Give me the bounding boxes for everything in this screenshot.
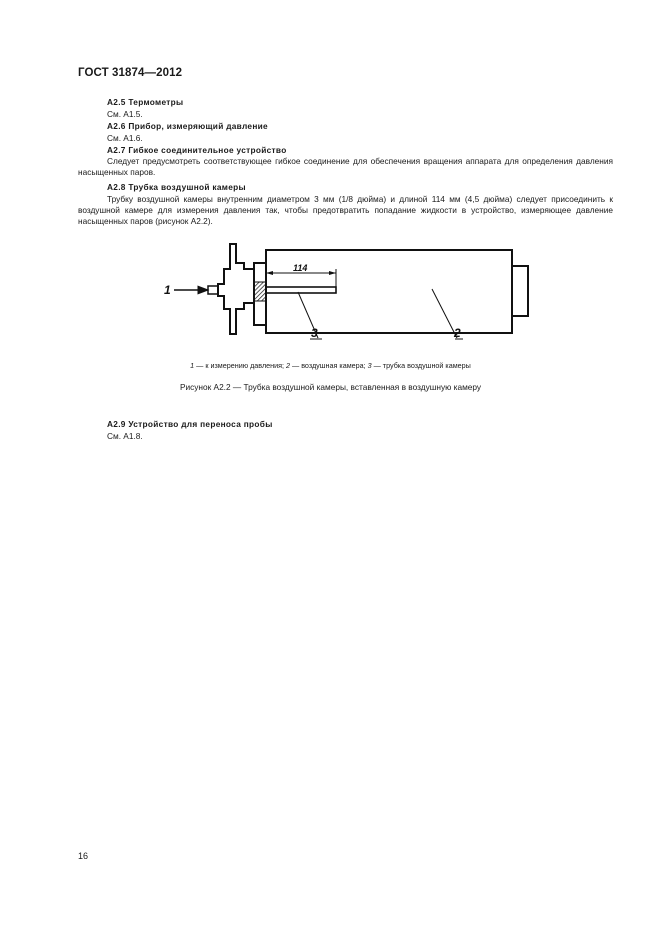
connector-fitting <box>218 244 254 334</box>
label-3: 3 <box>311 326 318 340</box>
section-a29-text: См. А1.8. <box>107 431 143 441</box>
legend-num-3: 3 <box>367 361 372 370</box>
section-a25-heading: А2.5 Термометры <box>107 97 184 107</box>
legend-num-1: 1 <box>190 361 195 370</box>
label-2: 2 <box>454 326 461 340</box>
section-a26-heading: А2.6 Прибор, измеряющий давление <box>107 121 268 131</box>
section-a28-heading: А2.8 Трубка воздушной камеры <box>107 182 246 192</box>
page-number: 16 <box>78 851 89 861</box>
air-chamber-diagram <box>150 238 535 356</box>
air-chamber-tube <box>266 287 336 293</box>
outlet-nozzle <box>208 286 218 294</box>
section-a27-heading: А2.7 Гибкое соединительное устройство <box>107 145 287 155</box>
label-1: 1 <box>164 283 171 297</box>
figure-caption: Рисунок А2.2 — Трубка воздушной камеры, вставленная в воздушную камеру <box>179 382 482 392</box>
document-header: ГОСТ 31874—2012 <box>78 67 183 79</box>
figure-legend <box>0 361 661 370</box>
legend-text-3: — трубка воздушной камеры <box>371 361 471 370</box>
section-a26-text: См. А1.6. <box>107 133 143 143</box>
end-cap <box>512 266 528 316</box>
section-a28-text: Трубку воздушной камеры внутренним диаметром 3 мм (1/8 дюйма) и длиной 114 мм (4,5 дюйма) следует присоединить к воздушной камере для измерения давления так, чтобы предотвратить попадание жидкости в устройство, измеряющее давление насыщенных паров (рисунок А2.2). <box>78 194 613 227</box>
section-a27-text: Следует предусмотреть соответствующее гибкое соединение для обеспечения вращения аппарата для определения давления насыщенных паров. <box>78 156 613 178</box>
seal-hatch <box>254 282 266 301</box>
section-a25-text: См. А1.5. <box>107 109 143 119</box>
legend-text-1: — к измерению давления; <box>194 361 287 370</box>
legend-text-2: — воздушная камера; <box>290 361 368 370</box>
label-dimension: 114 <box>293 263 308 273</box>
figure-a2-2 <box>150 238 535 356</box>
section-a29-heading: А2.9 Устройство для переноса пробы <box>107 419 273 429</box>
legend-num-2: 2 <box>286 361 291 370</box>
